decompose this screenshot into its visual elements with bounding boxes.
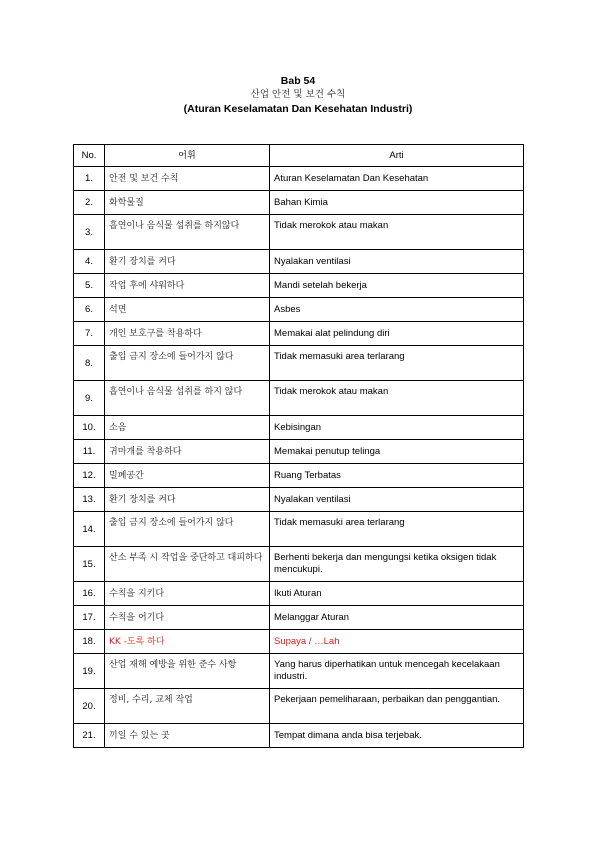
table-row — [74, 654, 524, 689]
column-header-no: No. — [74, 145, 105, 167]
table-row — [74, 322, 524, 346]
table-row — [74, 606, 524, 630]
vocabulary-cell: 정비, 수리, 교체 작업 — [105, 689, 270, 724]
table-row — [74, 346, 524, 381]
meaning-cell: Bahan Kimia — [270, 191, 524, 215]
row-number: 12. — [74, 464, 105, 488]
table-row — [74, 689, 524, 724]
column-header-meaning: Arti — [270, 145, 524, 167]
row-number: 1. — [74, 167, 105, 191]
meaning-cell: Tidak merokok atau makan — [270, 215, 524, 250]
vocabulary-cell: 끼일 수 있는 곳 — [105, 724, 270, 748]
table-row — [74, 724, 524, 748]
table-row — [74, 547, 524, 582]
row-number: 10. — [74, 416, 105, 440]
row-number: 3. — [74, 215, 105, 250]
row-number: 11. — [74, 440, 105, 464]
vocabulary-cell: 출입 금지 장소에 들어가지 않다 — [105, 512, 270, 547]
vocabulary-cell: 밀폐공간 — [105, 464, 270, 488]
row-number: 4. — [74, 250, 105, 274]
vocabulary-cell: 작업 후에 샤워하다 — [105, 274, 270, 298]
table-row — [74, 167, 524, 191]
vocabulary-cell: 소음 — [105, 416, 270, 440]
row-number: 13. — [74, 488, 105, 512]
meaning-cell: Nyalakan ventilasi — [270, 250, 524, 274]
row-number: 20. — [74, 689, 105, 724]
table-row — [74, 582, 524, 606]
meaning-cell: Mandi setelah bekerja — [270, 274, 524, 298]
meaning-cell: Memakai alat pelindung diri — [270, 322, 524, 346]
row-number: 14. — [74, 512, 105, 547]
table-row — [74, 630, 524, 654]
table-row — [74, 274, 524, 298]
table-row — [74, 440, 524, 464]
row-number: 5. — [74, 274, 105, 298]
meaning-cell: Nyalakan ventilasi — [270, 488, 524, 512]
meaning-cell: Ikuti Aturan — [270, 582, 524, 606]
column-header-vocabulary: 어휘 — [105, 145, 270, 167]
meaning-cell: Berhenti bekerja dan mengungsi ketika oksigen tidak mencukupi. — [270, 547, 524, 582]
meaning-cell: Melanggar Aturan — [270, 606, 524, 630]
row-number: 9. — [74, 381, 105, 416]
vocabulary-cell: 산소 부족 시 작업을 중단하고 대피하다 — [105, 547, 270, 582]
meaning-cell: Ruang Terbatas — [270, 464, 524, 488]
row-number: 7. — [74, 322, 105, 346]
meaning-cell: Tidak memasuki area terlarang — [270, 512, 524, 547]
table-row — [74, 191, 524, 215]
meaning-cell: Memakai penutup telinga — [270, 440, 524, 464]
table-row — [74, 512, 524, 547]
korean-title: 산업 안전 및 보건 수칙 — [250, 89, 346, 100]
meaning-cell: Tidak memasuki area terlarang — [270, 346, 524, 381]
vocabulary-cell: 개인 보호구를 착용하다 — [105, 322, 270, 346]
chapter-title: Bab 54 — [280, 75, 316, 87]
vocabulary-cell: 출입 금지 장소에 들어가지 않다 — [105, 346, 270, 381]
vocabulary-cell: 안전 및 보건 수칙 — [105, 167, 270, 191]
row-number: 6. — [74, 298, 105, 322]
table-row — [74, 416, 524, 440]
vocabulary-cell: 화학물질 — [105, 191, 270, 215]
meaning-cell: Kebisingan — [270, 416, 524, 440]
row-number: 15. — [74, 547, 105, 582]
vocabulary-table — [73, 144, 524, 748]
vocabulary-cell: 환기 장치를 켜다 — [105, 250, 270, 274]
indonesian-title: (Aturan Keselamatan Dan Kesehatan Industri) — [183, 103, 413, 115]
table-row — [74, 250, 524, 274]
meaning-cell: Pekerjaan pemeliharaan, perbaikan dan penggantian. — [270, 689, 524, 724]
meaning-cell: Tidak merokok atau makan — [270, 381, 524, 416]
vocabulary-cell: 석면 — [105, 298, 270, 322]
table-row — [74, 464, 524, 488]
document-header — [0, 74, 596, 116]
vocabulary-cell: 수칙을 어기다 — [105, 606, 270, 630]
table-header-row — [74, 145, 524, 167]
vocabulary-cell: 환기 장치를 켜다 — [105, 488, 270, 512]
table-row — [74, 215, 524, 250]
meaning-cell: Supaya / …Lah — [270, 630, 524, 654]
vocabulary-cell: 산업 재해 예방을 위한 준수 사항 — [105, 654, 270, 689]
vocabulary-cell: 수칙을 지키다 — [105, 582, 270, 606]
row-number: 8. — [74, 346, 105, 381]
row-number: 19. — [74, 654, 105, 689]
meaning-cell: Asbes — [270, 298, 524, 322]
vocabulary-cell: KK -도록 하다 — [105, 630, 270, 654]
row-number: 17. — [74, 606, 105, 630]
vocabulary-cell: 귀마개를 착용하다 — [105, 440, 270, 464]
meaning-cell: Yang harus diperhatikan untuk mencegah kecelakaan industri. — [270, 654, 524, 689]
row-number: 2. — [74, 191, 105, 215]
table-row — [74, 488, 524, 512]
table-row — [74, 381, 524, 416]
row-number: 16. — [74, 582, 105, 606]
vocabulary-cell: 흡연이나 음식물 섭취를 하지않다 — [105, 215, 270, 250]
meaning-cell: Aturan Keselamatan Dan Kesehatan — [270, 167, 524, 191]
vocabulary-cell: 흡연이나 음식물 섭취를 하지 않다 — [105, 381, 270, 416]
table-row — [74, 298, 524, 322]
meaning-cell: Tempat dimana anda bisa terjebak. — [270, 724, 524, 748]
row-number: 18. — [74, 630, 105, 654]
row-number: 21. — [74, 724, 105, 748]
